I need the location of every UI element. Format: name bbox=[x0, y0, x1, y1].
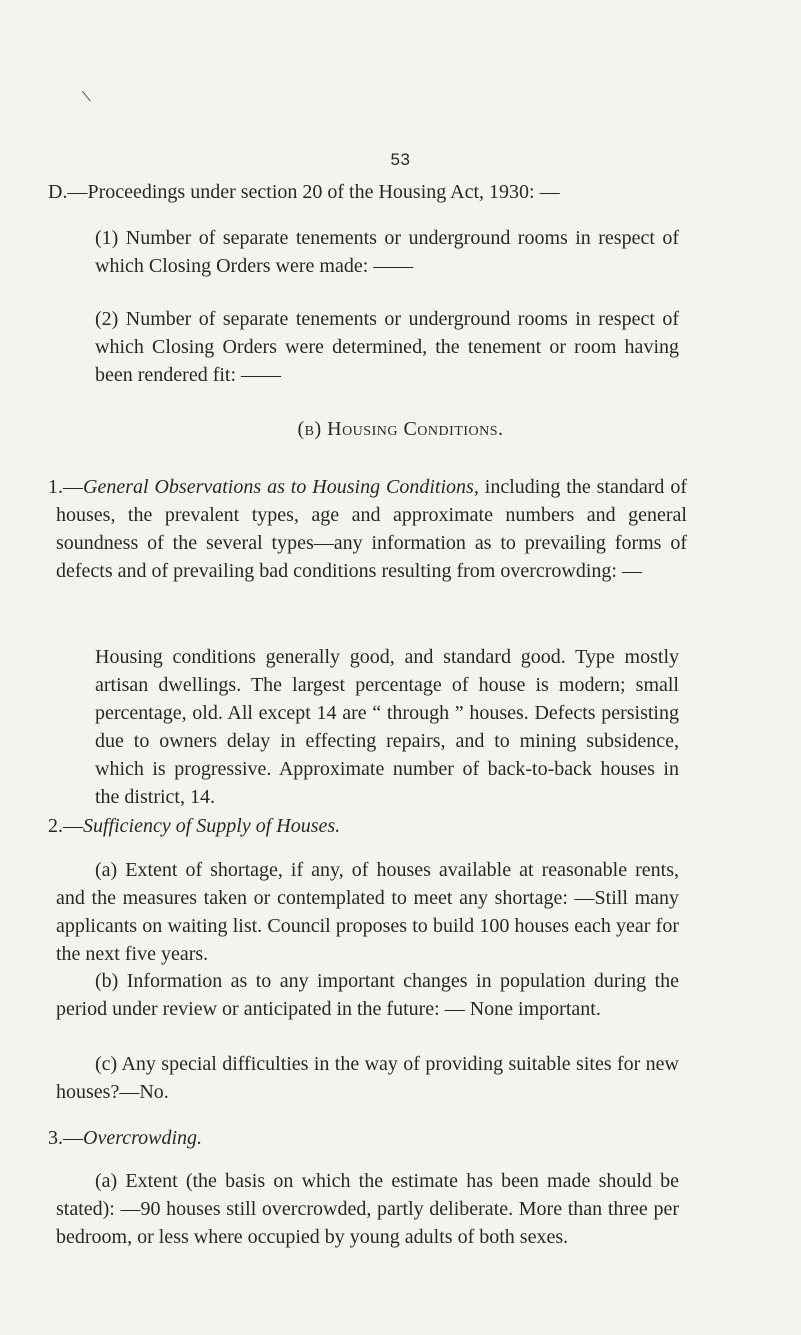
sufficiency-c: (c) Any special difficulties in the way of providing suitable sites for new houses?—No. bbox=[56, 1053, 679, 1103]
sufficiency-number: 2.— bbox=[48, 815, 83, 837]
section-d-heading: D.—Proceedings under section 20 of the Housing Act, 1930: — bbox=[48, 181, 560, 203]
section-d-item-2: (2) Number of separate tenements or underground rooms in respect of which Closing Orders were determined, the tenement or room having been rendered fit: —— bbox=[95, 308, 679, 386]
overcrowding-title: Overcrowding. bbox=[83, 1127, 203, 1149]
section-d-item-1: (1) Number of separate tenements or underground rooms in respect of which Closing Orders were made: —— bbox=[95, 227, 679, 277]
general-number: 1.— bbox=[48, 476, 83, 498]
sufficiency-a: (a) Extent of shortage, if any, of houses available at reasonable rents, and the measures taken or contemplated to meet any shortage: —Still many applicants on waiting list. Council proposes to build 100 houses each year for the next five years. bbox=[56, 859, 679, 965]
overcrowding-a: (a) Extent (the basis on which the estimate has been made should be stated): —90 houses still overcrowded, partly deliberate. More than three per bedroom, or less where occupied by young adults of both sexes. bbox=[56, 1170, 679, 1248]
housing-conditions-title: (b) Housing Conditions. bbox=[297, 418, 504, 440]
overcrowding-number: 3.— bbox=[48, 1127, 83, 1149]
sufficiency-heading bbox=[48, 812, 679, 840]
general-observations-question bbox=[48, 473, 687, 585]
page-corner-mark: \ bbox=[80, 85, 93, 107]
sufficiency-b: (b) Information as to any important changes in population during the period under review or anticipated in the future: — None important. bbox=[56, 970, 679, 1020]
page-number: 53 bbox=[390, 150, 411, 169]
overcrowding-heading bbox=[48, 1124, 679, 1152]
general-title: General Observations as to Housing Conditions, bbox=[83, 476, 479, 498]
general-observations-answer: Housing conditions generally good, and standard good. Type mostly artisan dwellings. The largest percentage of house is modern; small percentage, old. All except 14 are “ through ” houses. Defects persisting due to owners delay in effecting repairs, and to mining subsidence, which is progressive. Approximate number of back-to-back houses in the district, 14. bbox=[95, 646, 679, 808]
sufficiency-title: Sufficiency of Supply of Houses. bbox=[83, 815, 341, 837]
general-text: including the standard of houses, the prevalent types, age and approximate numbers and general soundness of the several types—any information as to prevailing forms of defects and of prevailing bad conditions resulting from overcrowding: — bbox=[56, 476, 687, 582]
